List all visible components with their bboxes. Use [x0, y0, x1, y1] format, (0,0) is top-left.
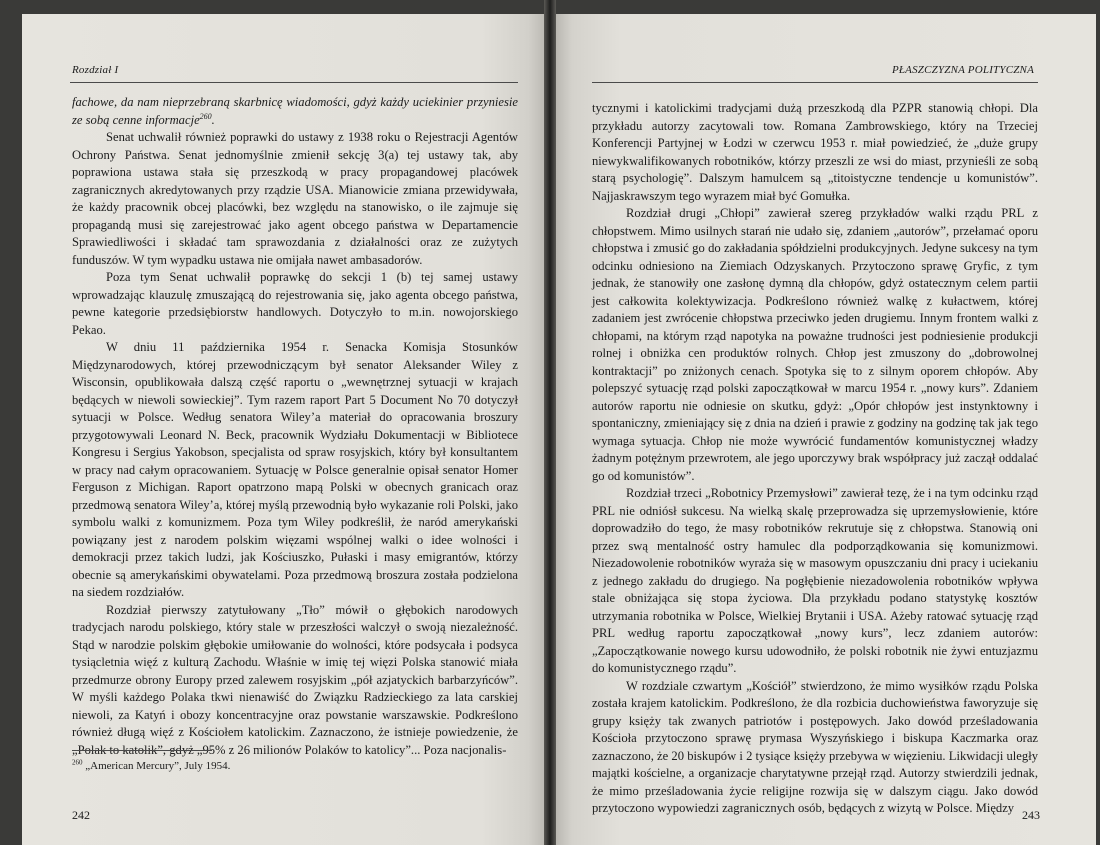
- page-number-right: 243: [1022, 808, 1040, 822]
- paragraph: W rozdziale czwartym „Kościół” stwierdzono, że mimo wysiłków rządu Polska została krajem katolickim. Podkreślono, że dla rozbicia duchowieństwa faworyzuje się grupy księży tak zwanych patriotów i postępowych. Jako dowód prześladowania Kościoła przytoczono sprawę prymasa Wyszyńskiego i biskupa Kaczmarka oraz zaznaczono, że 20 biskupów i 2 tysiące księży przebywa w więzieniu. Likwidacji uległy majątki kościelne, a organizacje charytatywne przejął rząd. Autorzy stwierdzili jednak, że mimo prześladowania życie religijne rozwija się w dalszym ciągu. Jako dowód przytoczono wypowiedzi zagranicznych osób, będących z wizytą w Polsce. Między: [592, 678, 1038, 815]
- footnote-text: „American Mercury”, July 1954.: [85, 760, 231, 772]
- running-header-left: Rozdział I: [72, 64, 119, 76]
- paragraph-quote-end: fachowe, da nam nieprzebraną skarbnicę wiadomości, gdyż każdy uciekinier przyniesie ze sobą cenne informacje$^{260}$.: [72, 95, 518, 127]
- right-page: [556, 14, 1096, 845]
- paragraph: Rozdział drugi „Chłopi” zawierał szereg przykładów walki rządu PRL z chłopstwem. Mimo usilnych starań nie udało się, zdaniem „autorów”, przełamać oporu chłopstwa i zmusić go do zakładania spółdzielni produkcyjnych. Jedyne sukcesy na tym odcinku odniesiono na Ziemiach Odzyskanych. Przytoczono sprawę Gryfic, z tym jednak, że stanowiły one zasłonę dymną dla chłopów, gdyż ostatecznym celem partii jest całkowita kolektywizacja. Podkreślono również walkę z kułactwem, której zadaniem jest zwrócenie chłopstwa przeciwko jeden drugiemu. Innym frontem walki z chłopami, na którym rząd napotyka na poważne trudności jest podniesienie produkcji rolnej i obniżka cen produktów rolnych. Chłop jest zmuszony do „dobrowolnej kontraktacji” po zniżonych cenach. Spotyka się to z silnym oporem chłopów. Aby polepszyć sytuację rząd polski zapoczątkował w marcu 1954 r. „nowy kurs”. Zdaniem autorów raportu nie odniesie on skutku, gdyż: „Opór chłopów jest instynktowny i spontaniczny, zmieniający się z dnia na dzień i prawie z godziny na godzinę tak jak tego wymaga sytuacja. Chłop nie może wywrócić fundamentów komunistycznej władzy żadnym potężnym przewrotem, ale jego uporczywy brak współpracy już zaczął oddalać go od komunistów”.: [592, 206, 1038, 483]
- footnote-rule: [72, 750, 212, 751]
- paragraph: Rozdział pierwszy zatytułowany „Tło” mówił o głębokich narodowych tradycjach narodu polskiego, który stale w przeszłości walczył o swoją niezależność. Stąd w narodzie polskim głębokie umiłowanie do wolności, które podsycała i podsyca tysiącletnia więź z kulturą Zachodu. Właśnie w imię tej więzi Polska stanowić miała przedmurze obrony Europy przed zalewem rosyjskim „pół azjatyckich barbarzyńców”. W myśli każdego Polaka tkwi nienawiść do Związku Radzieckiego za lata carskiej niewoli, za Katyń i obozy koncentracyjne oraz powstanie warszawskie. Podkreślono również długą więź z Kościołem katolickim. Zaznaczono, że istnieje powiedzenie, że „Polak to katolik”, gdyż „95% z 26 milionów Polaków to katolicy”... Poza nacjonalis-: [72, 602, 518, 757]
- footnote-number: 260: [72, 758, 83, 767]
- header-rule-right: [592, 82, 1038, 83]
- footnote: [72, 760, 230, 772]
- right-page-body: [592, 100, 1038, 818]
- page-number-left: 242: [72, 808, 90, 822]
- running-header-right: PŁASZCZYZNA POLITYCZNA: [891, 64, 1034, 76]
- left-page-body: [72, 94, 518, 759]
- paragraph: Poza tym Senat uchwalił poprawkę do sekcji 1 (b) tej samej ustawy wprowadzając klauzulę zmuszającą do rejestrowania się, jako agenta obcego państwa, pewne kategorie przedsiębiorstw handlowych. Dotyczyło to m.in. nowojorskiego Pekao.: [72, 270, 518, 337]
- paragraph: W dniu 11 października 1954 r. Senacka Komisja Stosunków Międzynarodowych, której przewodniczącym był senator Aleksander Wiley z Wisconsin, opublikowała dalszą część raportu o „wewnętrznej sytuacji w krajach będących w niewoli sowieckiej”. Tym razem raport Part 5 Document No 70 dotyczył sytuacji w Polsce. Według senatora Wiley’a materiał do opracowania broszury przygotowywali Leonard N. Beck, pracownik Wydziału Dokumentacji w Bibliotece Kongresu i Sergius Yakobson, specjalista od spraw rosyjskich, który był konsultantem w pracy nad całym opracowaniem. Sytuację w Polsce generalnie opisał senator Homer Ferguson z Michigan. Raport opatrzono mapą Polski w obecnych granicach oraz przedmową senatora Wiley’a, której myślą przewodnią było wykazanie roli Polski, jako symbolu walki z komunizmem. Poza tym Wiley podkreślił, że naród amerykański powiązany jest z narodem polskim więzami wspólnej walki o idee wolności i demokracji przez takich ludzi, jak Kościuszko, Pułaski i masy emigrantów, którzy obecnie są amerykańskimi obywatelami. Poza przedmową broszura została podzielona na siedem rozdziałów.: [72, 340, 518, 599]
- left-page: [22, 14, 544, 845]
- paragraph: Rozdział trzeci „Robotnicy Przemysłowi” zawierał tezę, że i na tym odcinku rząd PRL nie odniósł sukcesu. Na wielką skalę przeprowadza się uprzemysłowienie, które doprowadziło do tego, że masy robotników rekrutuje się z chłopstwa. Stanowią oni przez swą mentalność ostry hamulec dla podporządkowania się komunizmowi. Niezadowolenie robotników wyraża się w masowym opuszczaniu dni pracy i uciekaniu z jednego zakładu do drugiego. Na pogłębienie niezadowolenia robotników wpływa stale obniżająca się stopa życiowa. Dla przykładu podano statystykę kosztów utrzymania robotnika w Polsce, Wielkiej Brytanii i USA. Ażeby ratować sytuację rząd PRL według raportu zapoczątkował „nowy kurs”, lecz zdaniem autorów: „Zapoczątkowanie nowego kursu udowodniło, że polski robotnik nie żywi entuzjazmu do komunistycznego rządu”.: [592, 486, 1038, 675]
- paragraph: tycznymi i katolickimi tradycjami dużą przeszkodą dla PZPR stanowią chłopi. Dla przykładu autorzy zacytowali tow. Romana Zambrowskiego, który na Trzeciej Konferencji Partyjnej w Łodzi w czerwcu 1953 r. miał powiedzieć, że „duże grupy niewykwalifikowanych robotników, którzy przeszli ze wsi do miast, przynieśli ze sobą starą psychologię”. Dalszym hamulcem są „titoistyczne tendencje u komunistów”. Najjaskrawszym tego wyrazem miał być Gomułka.: [592, 101, 1038, 203]
- book-spine: [544, 0, 556, 845]
- header-rule-left: [70, 82, 518, 83]
- paragraph: Senat uchwalił również poprawki do ustawy z 1938 roku o Rejestracji Agentów Ochrony Państwa. Senat jednomyślnie zmienił sekcję 3(a) tej ustawy tak, aby poprawiona ustawa stała się przeszkodą w pracy propagandowej placówek zagranicznych akredytowanych przy rządzie USA. Mianowicie zmiana przewidywała, że każdy pracownik obcej placówki, bez względu na stanowisko, o ile zajmuje się propagandą musi się zarejestrować jako agent obcego państwa w Departamencie Sprawiedliwości i składać tam sprawozdania z działalności oraz ze zużytych funduszów. W tym wypadku ustawa nie omijała nawet ambasadorów.: [72, 130, 518, 267]
